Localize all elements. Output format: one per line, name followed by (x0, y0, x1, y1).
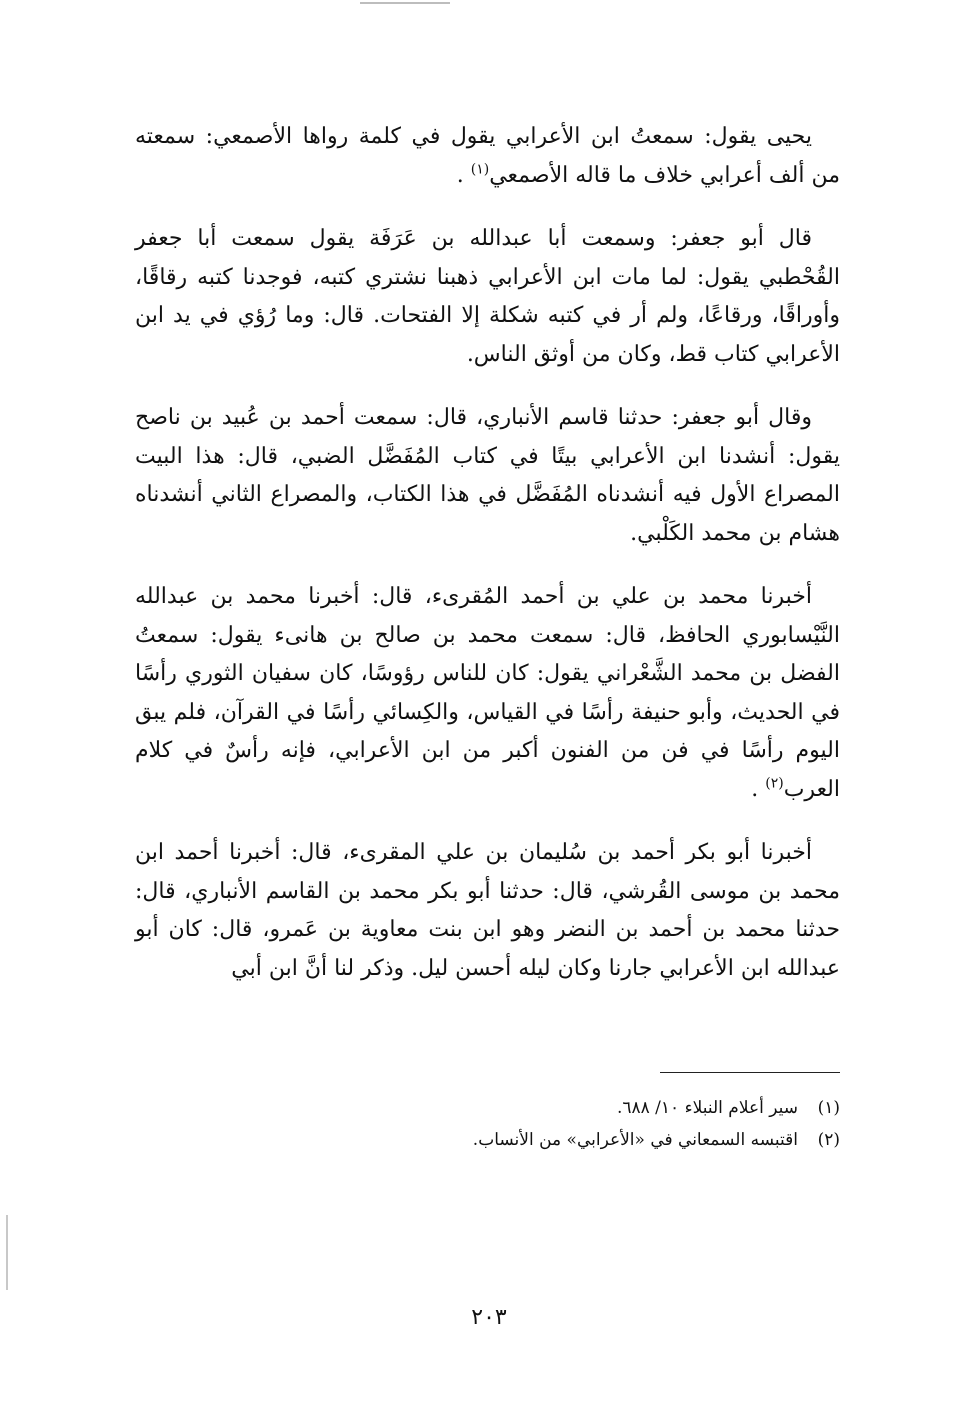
footnotes (135, 1092, 840, 1156)
footnote-text: اقتبسه السمعاني في «الأعرابي» من الأنساب. (472, 1130, 798, 1150)
paragraph-text: يحيى يقول: سمعتُ ابن الأعرابي يقول في كلمة رواها الأصمعي: سمعته من ألف أعرابي خلاف ما قاله الأصمعي (135, 124, 840, 188)
footnote-reference[interactable]: (١) (470, 161, 490, 178)
paragraph-tail: . (751, 776, 766, 802)
paragraph-text: وقال أبو جعفر: حدثنا قاسم الأنباري، قال: سمعت أحمد بن عُبيد بن ناصح يقول: أنشدنا ابن الأعرابي بيتًا في كتاب المُفَضَّل الضبي، قال: هذا البيت المصراع الأول فيه أنشدناه المُفَضَّل في هذا الكتاب، والمصراع الثاني أنشدناه هشام بن محمد الكَلْبي. (135, 405, 840, 546)
footnote-1 (135, 1092, 840, 1124)
paragraph-tail: . (456, 162, 471, 188)
footnote-2 (135, 1124, 840, 1156)
footnote-number: (٢) (817, 1130, 840, 1150)
main-text (135, 118, 840, 1013)
paragraph-3 (135, 399, 840, 553)
scan-mark-top (360, 2, 450, 4)
paragraph-1 (135, 118, 840, 195)
footnote-divider (660, 1072, 840, 1073)
paragraph-text: أخبرنا أبو بكر أحمد بن سُليمان بن علي المقرىء، قال: أخبرنا أحمد ابن محمد بن موسى القُرشي، قال: حدثنا أبو بكر محمد بن القاسم الأنباري، قال: حدثنا محمد بن أحمد بن النضر وهو ابن بنت معاوية بن عَمرو، قال: كان أبو عبدالله ابن الأعرابي جارنا وكان ليله أحسن ليل. وذكر لنا أنَّ ابن أبي (135, 840, 840, 981)
paragraph-5 (135, 834, 840, 988)
paragraph-text: أخبرنا محمد بن علي بن أحمد المُقرىء، قال: أخبرنا محمد بن عبدالله النَّيْسابوري الحافظ، قال: سمعت محمد بن صالح بن هانىء يقول: سمعتُ الفضل بن محمد الشَّعْراني يقول: كان للناس رؤوسًا، كان سفيان الثوري رأسًا في الحديث، وأبو حنيفة رأسًا في القياس، والكِسائي رأسًا في القرآن، فلم يبق اليوم رأسًا في فن من الفنون أكبر من ابن الأعرابي، فإنه رأسٌ في كلام العرب (135, 584, 840, 802)
footnote-number: (١) (817, 1098, 840, 1118)
scan-mark-left (6, 1215, 8, 1290)
paragraph-4 (135, 578, 840, 809)
page-number: ٢٠٣ (471, 1305, 507, 1330)
paragraph-text: قال أبو جعفر: وسمعت أبا عبدالله بن عَرَفَة يقول سمعت أبا جعفر القُحْطبي يقول: لما مات ابن الأعرابي ذهبنا نشتري كتبه، فوجدنا كتبه رقاقًا، وأوراقًا، ورقاعًا، ولم أر في كتبه شكلة إلا الفتحات. قال: وما رُؤي في يد ابن الأعرابي كتاب قط، وكان من أوثق الناس. (135, 226, 840, 367)
footnote-reference[interactable]: (٢) (765, 775, 784, 792)
footnote-text: سير أعلام النبلاء ١٠/ ٦٨٨. (616, 1098, 798, 1118)
paragraph-2 (135, 220, 840, 374)
